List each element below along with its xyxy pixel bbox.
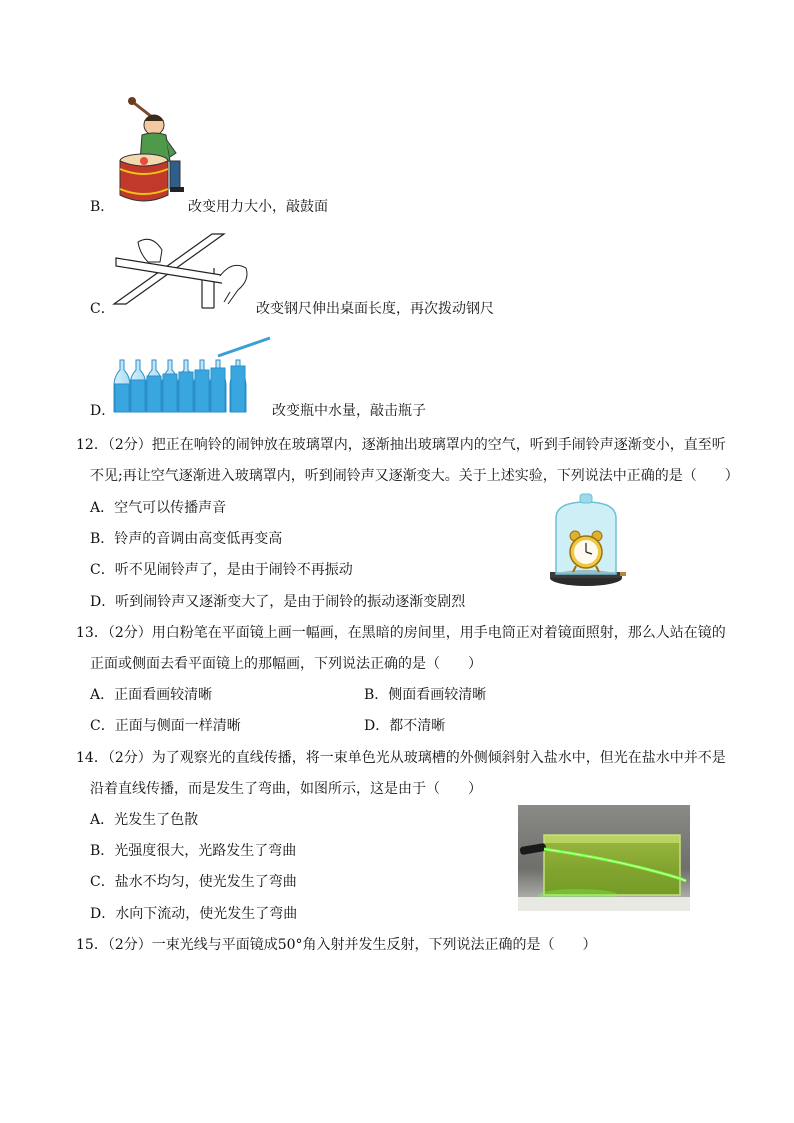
q14-option-a: A．光发生了色散: [90, 812, 199, 828]
drum-boy-illustration: [112, 95, 190, 213]
q12-option-d: D．听到闹铃声又逐渐变大了，是由于闹铃的振动逐渐变剧烈: [90, 594, 466, 610]
option-c-text: 改变钢尺伸出桌面长度，再次拨动钢尺: [256, 301, 494, 317]
q12-stem-line1: 12．（2分）把正在响铃的闹钟放在玻璃罩内，逐渐抽出玻璃罩内的空气，听到手闹铃声逐渐变小，直至听: [76, 437, 726, 453]
q13-option-a: A．正面看画较清晰: [90, 687, 213, 703]
q14-stem-line2: 沿着直线传播，而是发生了弯曲，如图所示，这是由于（ ）: [90, 781, 482, 797]
q14-stem-line1: 14．（2分）为了观察光的直线传播，将一束单色光从玻璃槽的外侧倾斜射入盐水中，但光在盐水中并不是: [76, 750, 726, 766]
q12-option-b: B．铃声的音调由高变低再变高: [90, 531, 283, 547]
option-d-label: D．: [90, 403, 116, 419]
laser-in-salt-water-tank-photo: [518, 805, 690, 911]
q13-stem-line1: 13．（2分）用白粉笔在平面镜上画一幅画，在黑暗的房间里，用手电筒正对着镜面照射，那么人站在镜的: [76, 625, 726, 641]
q14-option-c: C．盐水不均匀，使光发生了弯曲: [90, 874, 297, 890]
q12-stem-line2: 不见;再让空气逐渐进入玻璃罩内，听到闹铃声又逐渐变大。关于上述实验，下列说法中正确的是（ ）: [90, 468, 739, 484]
water-bottles-illustration: [112, 334, 274, 416]
option-b-label: B．: [90, 199, 115, 215]
bell-jar-alarm-clock-photo: [548, 492, 628, 590]
q13-option-b: B．侧面看画较清晰: [364, 687, 487, 703]
q12-option-c: C．听不见闹铃声了，是由于闹铃不再振动: [90, 562, 353, 578]
ruler-on-table-illustration: [112, 228, 254, 318]
q14-option-d: D．水向下流动，使光发生了弯曲: [90, 906, 298, 922]
q13-option-c: C．正面与侧面一样清晰: [90, 718, 241, 734]
q13-stem-line2: 正面或侧面去看平面镜上的那幅画，下列说法正确的是（ ）: [90, 656, 482, 672]
q12-option-a: A．空气可以传播声音: [90, 500, 227, 516]
option-b-text: 改变用力大小，敲鼓面: [188, 199, 328, 215]
option-c-label: C．: [90, 301, 115, 317]
q13-option-d: D．都不清晰: [364, 718, 446, 734]
option-d-text: 改变瓶中水量，敲击瓶子: [272, 403, 426, 419]
q15-stem-line1: 15．（2分）一束光线与平面镜成50°角入射并发生反射，下列说法正确的是（ ）: [76, 937, 597, 953]
q14-option-b: B．光强度很大，光路发生了弯曲: [90, 843, 297, 859]
